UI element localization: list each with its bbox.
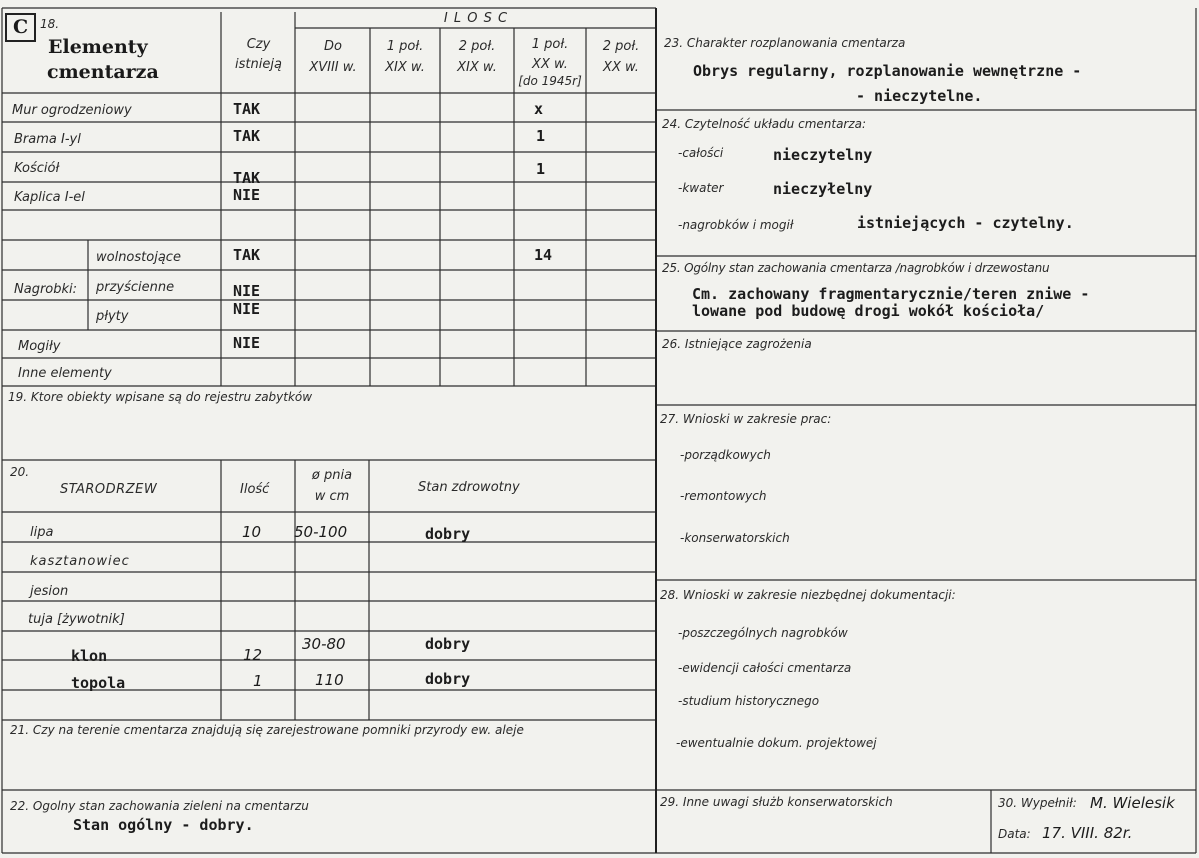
section-21-label: 21. Czy na terenie cmentarza znajdują się zarejestrowane pomniki przyrody ew. aleje	[10, 723, 524, 737]
nagrobki-przyscienne-exists: NIE	[233, 282, 261, 300]
tree-topola-health: dobry	[425, 670, 471, 688]
row-mur-label: Mur ogrodzeniowy	[12, 103, 132, 118]
dok-nagrobkow: -poszczególnych nagrobków	[678, 626, 848, 640]
czytelnosc-nagrobkow-value: istniejących - czytelny.	[857, 214, 1074, 232]
nagrobki-przyscienne-label: przyścienne	[96, 280, 175, 295]
row-mogily-exists: NIE	[233, 334, 261, 352]
tree-tuja-name: tuja [żywotnik]	[28, 612, 125, 627]
filled-by-name: M. Wielesik	[1090, 794, 1175, 812]
row-mur-exists: TAK	[233, 100, 261, 118]
section-30-label: 30. Wypełnił:	[998, 796, 1077, 810]
row-kaplica-exists: NIE	[233, 186, 261, 204]
tree-topola-dia: 110	[315, 671, 344, 689]
col-1pol-xix-l1: 1 poł.	[386, 39, 424, 54]
section-22-label: 22. Ogolny stan zachowania zieleni na cmentarzu	[10, 799, 309, 813]
section-20-number: 20.	[10, 465, 30, 479]
date-label: Data:	[998, 827, 1031, 841]
nagrobki-wolnostojace-count: 14	[534, 246, 553, 264]
section-19-label: 19. Ktore obiekty wpisane są do rejestru zabytków	[8, 390, 313, 404]
section-23-line1: Obrys regularny, rozplanowanie wewnętrzne -	[693, 62, 1082, 80]
tree-topola-count: 1	[253, 672, 263, 690]
section-25-line1: Cm. zachowany fragmentarycznie/teren zniwe -	[692, 285, 1090, 303]
col-2pol-xix-l2: XIX w.	[457, 60, 497, 75]
nagrobki-plyty-exists: NIE	[233, 300, 261, 318]
col-1pol-xx-l2: XX w.	[532, 57, 568, 72]
pnia-header-l1: ø pnia	[311, 468, 353, 483]
tree-jesion-name: jesion	[30, 584, 69, 599]
section-27-label: 27. Wnioski w zakresie prac:	[660, 412, 832, 426]
ilosc-tree-header: Ilość	[240, 482, 270, 497]
czytelnosc-kwater-label: -kwater	[678, 181, 724, 195]
row-mogily-label: Mogiły	[18, 339, 61, 354]
row-kosciol-label: Kościół	[14, 161, 60, 176]
tree-topola-name: topola	[71, 674, 126, 692]
section-26-label: 26. Istniejące zagrożenia	[662, 337, 812, 351]
prace-porzadkowych: -porządkowych	[680, 448, 771, 462]
title-line1: Elementy	[48, 36, 148, 58]
section-23-line2: - nieczytelne.	[856, 87, 983, 105]
dok-projektowej: -ewentualnie dokum. projektowej	[676, 736, 877, 750]
dok-ewidencji: -ewidencji całości cmentarza	[678, 661, 852, 675]
tree-lipa-dia: 50-100	[294, 523, 348, 541]
section-18-number: 18.	[40, 17, 60, 31]
section-25-line2: lowane pod budowę drogi wokół kościoła/	[692, 302, 1045, 320]
tree-lipa-name: lipa	[30, 525, 54, 540]
pnia-header-l2: w cm	[314, 489, 350, 504]
stan-header: Stan zdrowotny	[418, 480, 520, 495]
czytelnosc-calosci-label: -całości	[678, 146, 724, 160]
tree-klon-health: dobry	[425, 635, 471, 653]
section-22-value: Stan ogólny - dobry.	[73, 816, 254, 834]
istnieja-label: istnieją	[235, 57, 282, 72]
czytelnosc-kwater-value: nieczyłelny	[773, 180, 873, 198]
section-28-label: 28. Wnioski w zakresie niezbędnej dokumentacji:	[660, 588, 956, 602]
row-inne-label: Inne elementy	[18, 366, 112, 381]
prace-konserwatorskich: -konserwatorskich	[680, 531, 790, 545]
czytelnosc-nagrobkow-label: -nagrobków i mogił	[678, 218, 794, 232]
tree-lipa-count: 10	[242, 523, 262, 541]
col-do-xviii-l2: XVIII w.	[309, 60, 357, 75]
prace-remontowych: -remontowych	[680, 489, 767, 503]
section-23-label: 23. Charakter rozplanowania cmentarza	[664, 36, 906, 50]
czy-label: Czy	[246, 37, 271, 52]
starodrzew-header: STARODRZEW	[60, 482, 158, 497]
row-kosciol-count: 1	[536, 160, 546, 178]
tree-klon-name: klon	[71, 647, 108, 665]
ilosc-header: I L O S C	[443, 11, 509, 26]
col-2pol-xix-l1: 2 poł.	[458, 39, 496, 54]
nagrobki-label: Nagrobki:	[14, 282, 78, 297]
section-24-label: 24. Czytelność układu cmentarza:	[662, 117, 867, 131]
row-brama-exists: TAK	[233, 127, 261, 145]
tree-klon-dia: 30-80	[302, 635, 346, 653]
tree-kasztanowiec-name: kasztanowiec	[30, 554, 130, 569]
row-kaplica-label: Kaplica I-el	[14, 190, 85, 205]
section-29-label: 29. Inne uwagi służb konserwatorskich	[660, 795, 893, 809]
col-1pol-xix-l2: XIX w.	[385, 60, 425, 75]
section-25-label: 25. Ogólny stan zachowania cmentarza /nagrobków i drzewostanu	[662, 261, 1050, 275]
nagrobki-wolnostojace-exists: TAK	[233, 246, 261, 264]
dok-studium: -studium historycznego	[678, 694, 820, 708]
czytelnosc-calosci-value: nieczytelny	[773, 146, 873, 164]
col-2pol-xx-l1: 2 poł.	[602, 39, 640, 54]
col-2pol-xx-l2: XX w.	[603, 60, 639, 75]
row-mur-count: x	[534, 100, 544, 118]
col-do-xviii-l1: Do	[324, 39, 342, 54]
col-1pol-xx-l3: [do 1945r]	[518, 74, 582, 88]
card-letter: C	[5, 13, 36, 42]
row-brama-label: Brama I-yl	[14, 132, 81, 147]
tree-klon-count: 12	[243, 646, 263, 664]
nagrobki-wolnostojace-label: wolnostojące	[96, 250, 181, 265]
col-1pol-xx-l1: 1 poł.	[531, 37, 569, 52]
tree-lipa-health: dobry	[425, 525, 471, 543]
title-line2: cmentarza	[47, 61, 159, 83]
nagrobki-plyty-label: płyty	[96, 309, 129, 324]
date-value: 17. VIII. 82r.	[1042, 824, 1133, 842]
row-brama-count: 1	[536, 127, 546, 145]
row-kosciol-exists: TAK	[233, 169, 261, 187]
